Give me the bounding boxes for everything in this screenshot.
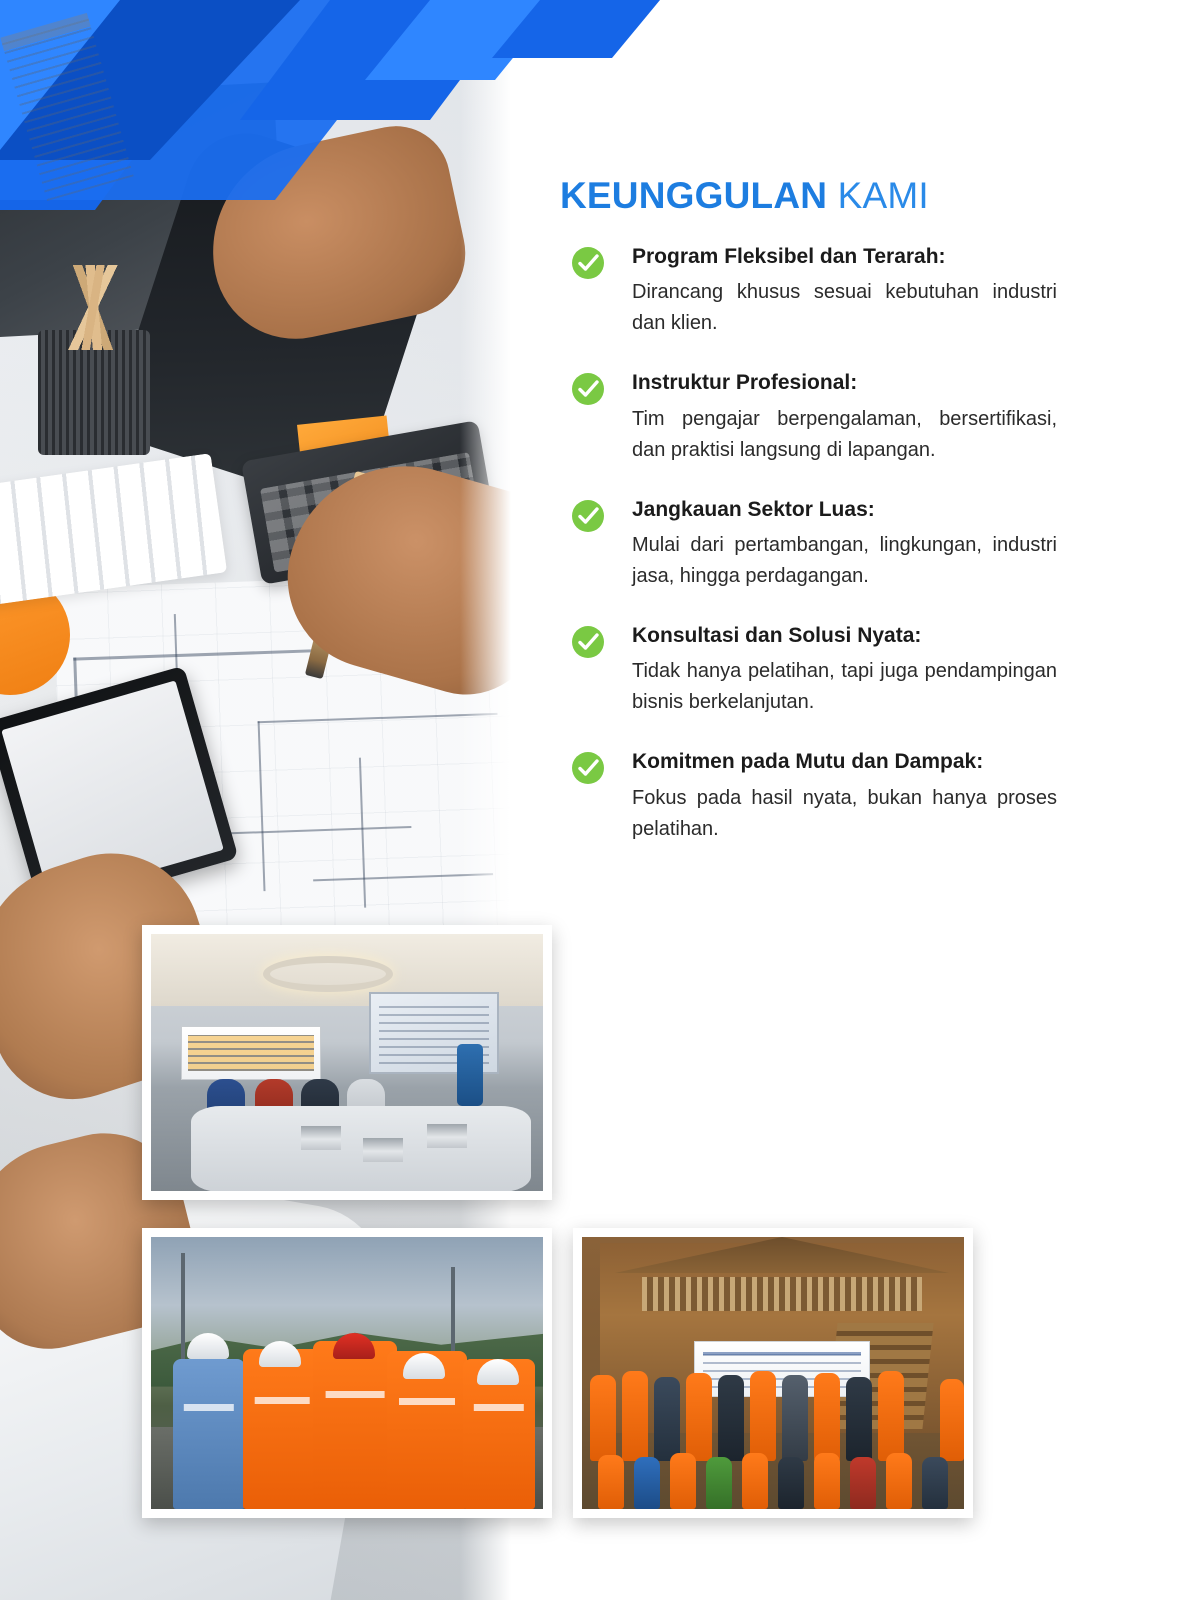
advantage-body-1: Dirancang khusus sesuai kebutuhan industri dan klien. [632, 281, 1057, 335]
advantage-title-3: Jangkauan Sektor Luas: [632, 497, 875, 521]
check-circle-icon [570, 750, 606, 786]
group-photo-wooden-house [573, 1228, 973, 1518]
advantages-section [560, 175, 1080, 845]
advantage-body-2: Tim pengajar berpengalaman, bersertifikasi, dan praktisi langsung di lapangan. [632, 407, 1057, 461]
page-title-light: KAMI [837, 175, 929, 216]
check-circle-icon [570, 245, 606, 281]
advantage-title-2: Instruktur Profesional: [632, 371, 858, 395]
advantage-item-2 [560, 369, 1080, 465]
advantage-title-1: Program Fleksibel dan Terarah: [632, 245, 946, 268]
advantage-body-3: Mulai dari pertambangan, lingkungan, industri jasa, hingga perdagangan. [632, 534, 1057, 588]
advantage-body-5: Fokus pada hasil nyata, bukan hanya proses pelatihan. [632, 786, 1057, 840]
page-title-strong: KEUNGGULAN [560, 175, 828, 216]
check-circle-icon [570, 371, 606, 407]
advantage-item-5 [560, 748, 1080, 844]
advantage-item-1 [560, 243, 1080, 339]
field-workers-helmets-photo [142, 1228, 552, 1518]
advantage-title-5: Komitmen pada Mutu dan Dampak: [632, 750, 984, 774]
advantage-title-4: Konsultasi dan Solusi Nyata: [632, 624, 922, 648]
page-title [560, 175, 1080, 217]
advantage-body-4: Tidak hanya pelatihan, tapi juga pendampingan bisnis berkelanjutan. [632, 660, 1057, 714]
training-meeting-room-photo [142, 925, 552, 1200]
check-circle-icon [570, 624, 606, 660]
pencils-shape [32, 265, 157, 350]
advantage-item-4 [560, 622, 1080, 718]
check-circle-icon [570, 498, 606, 534]
advantage-item-3 [560, 496, 1080, 592]
